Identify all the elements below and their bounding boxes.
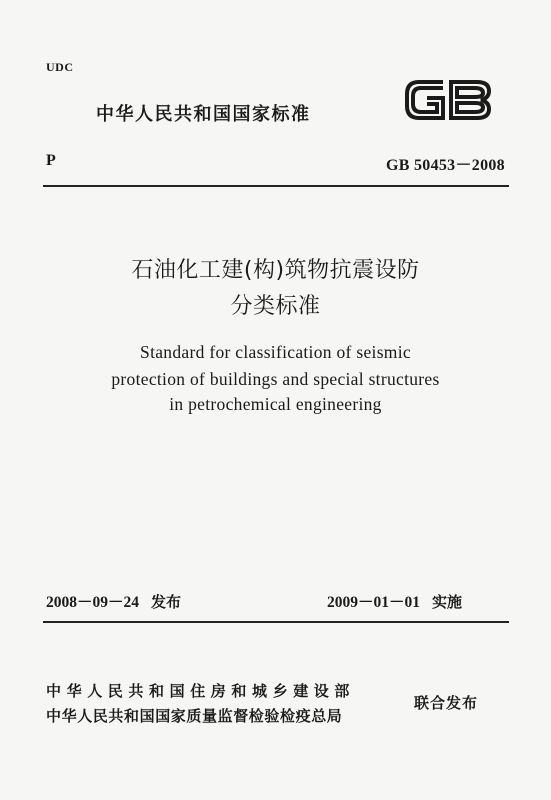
chinese-title-line-2: 分类标准 — [230, 294, 321, 319]
standard-number: GB 50453－2008 — [385, 157, 505, 174]
national-standard-label: 中华人民共和国国家标准 — [96, 104, 311, 125]
english-title-line-1: Standard for classification of seismic — [140, 342, 411, 362]
english-title-line-2: protection of buildings and special structures — [111, 369, 440, 389]
issue-label: 发布 — [151, 593, 182, 611]
english-title-line-3: in petrochemical engineering — [169, 394, 382, 414]
bottom-divider — [43, 621, 509, 623]
implementation-date: 2009－01－01 — [327, 594, 421, 611]
gb-logo — [403, 74, 493, 126]
classification-code: P — [46, 152, 56, 169]
issuer-ministry: 中华人民共和国住房和城乡建设部 — [46, 682, 356, 700]
udc-label: UDC — [46, 60, 74, 74]
joint-issue-label: 联合发布 — [414, 694, 479, 712]
implementation-label: 实施 — [432, 593, 463, 611]
issuer-aqsiq: 中华人民共和国国家质量监督检验检疫总局 — [46, 707, 343, 725]
chinese-title-line-1: 石油化工建(构)筑物抗震设防 — [131, 258, 420, 283]
issue-date-block — [46, 590, 181, 612]
top-divider — [43, 185, 509, 187]
issue-date: 2008－09－24 — [46, 594, 140, 611]
implementation-date-block — [327, 590, 462, 612]
